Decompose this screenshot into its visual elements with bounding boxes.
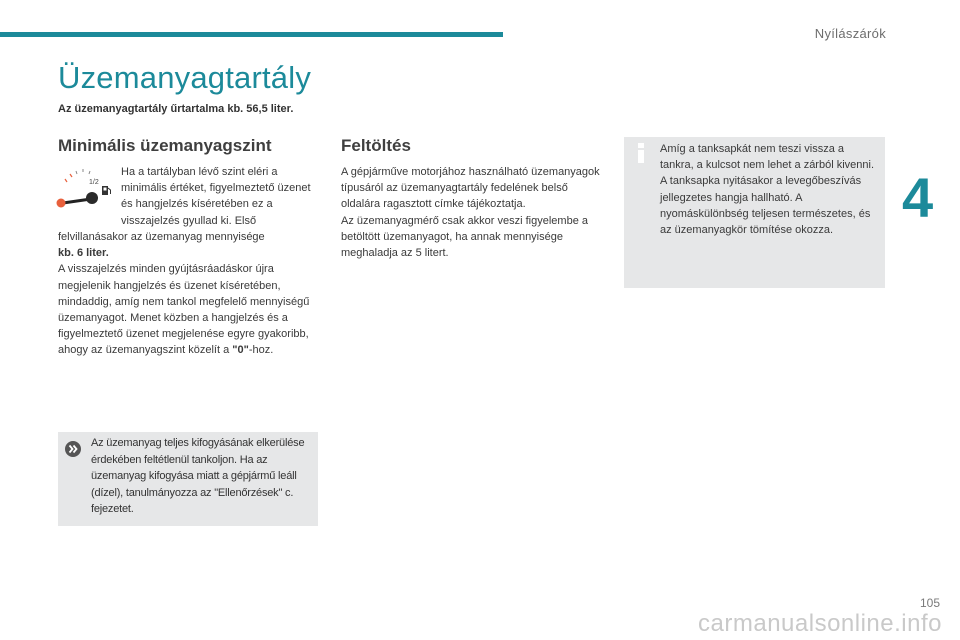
header-accent-bar bbox=[0, 32, 503, 37]
min-level-quantity: kb. 6 liter. bbox=[58, 247, 109, 260]
info-text-2: A tanksapka nyitásakor a levegőbeszívás jellegzetes hangja hallható. A nyomáskülönbség teljesen természetes, és az üzemanyagkör tömítése okozza. bbox=[660, 175, 871, 237]
watermark: carmanualsonline.info bbox=[698, 610, 942, 637]
chapter-number: 4 bbox=[902, 166, 934, 229]
fuel-pump-icon bbox=[102, 186, 111, 195]
page-number: 105 bbox=[919, 596, 940, 610]
warning-chevron-icon bbox=[65, 441, 81, 457]
page-subtitle: Az üzemanyagtartály űrtartalma kb. 56,5 liter. bbox=[58, 103, 294, 115]
section-name: Nyílászárók bbox=[814, 26, 886, 41]
min-level-body-1: felvillanásakor az üzemanyag mennyisége bbox=[58, 231, 265, 243]
refuel-text-1: A gépjárműve motorjához használható üzemanyagok típusáról az üzemanyagtartály fedelének belső oldalára ragasztott címke tájékoztatja. bbox=[341, 166, 600, 211]
warning-note-text: Az üzemanyag teljes kifogyásának elkerülése érdekében feltétlenül tankoljon. Ha az üzemanyag kifogyása miatt a gépjármű leáll (dízel), tanulmányozza az "Ellenőrzések" c. fejezetet. bbox=[91, 437, 305, 516]
info-box bbox=[624, 137, 885, 288]
refuel-text bbox=[341, 164, 603, 261]
min-level-intro: Ha a tartályban lévő szint eléri a minimális értéket, figyelmeztető üzenet és hangjelzés kíséretében ez a visszajelzés gyullad ki. Első bbox=[121, 166, 311, 227]
low-fuel-dot-icon bbox=[57, 199, 66, 208]
info-icon bbox=[637, 143, 645, 163]
gauge-half-label: 1/2 bbox=[89, 179, 99, 186]
fuel-gauge-illustration bbox=[55, 165, 115, 211]
refuel-text-2: Az üzemanyagmérő csak akkor veszi figyelembe a betöltött üzemanyagot, ha annak mennyisége meghaladja az 5 litert. bbox=[341, 214, 588, 260]
zero-level-label: "0" bbox=[232, 344, 249, 357]
gauge-ticks-icon bbox=[65, 169, 90, 182]
info-text-1: Amíg a tanksapkát nem teszi vissza a tankra, a kulcsot nem lehet a zárból kivenni. bbox=[660, 143, 875, 172]
min-level-heading: Minimális üzemanyagszint bbox=[58, 136, 272, 155]
warning-note-box bbox=[58, 432, 318, 526]
min-level-body-3: -hoz. bbox=[248, 344, 274, 357]
refuel-heading: Feltöltés bbox=[341, 136, 411, 155]
min-level-body-2: A visszajelzés minden gyújtásráadáskor újra megjelenik hangjelzés és üzenet kíséretében, mindaddig, amíg nem tankol megfelelő mennyiségű üzemanyagot. Menet közben a hangjelzés és a figyelmeztető üzenet megjelenése egyre gyakoribb, ahogy az üzemanyagszint közelít a bbox=[58, 263, 310, 357]
info-text bbox=[660, 141, 880, 238]
min-level-body bbox=[58, 229, 320, 359]
page-title: Üzemanyagtartály bbox=[58, 60, 312, 95]
